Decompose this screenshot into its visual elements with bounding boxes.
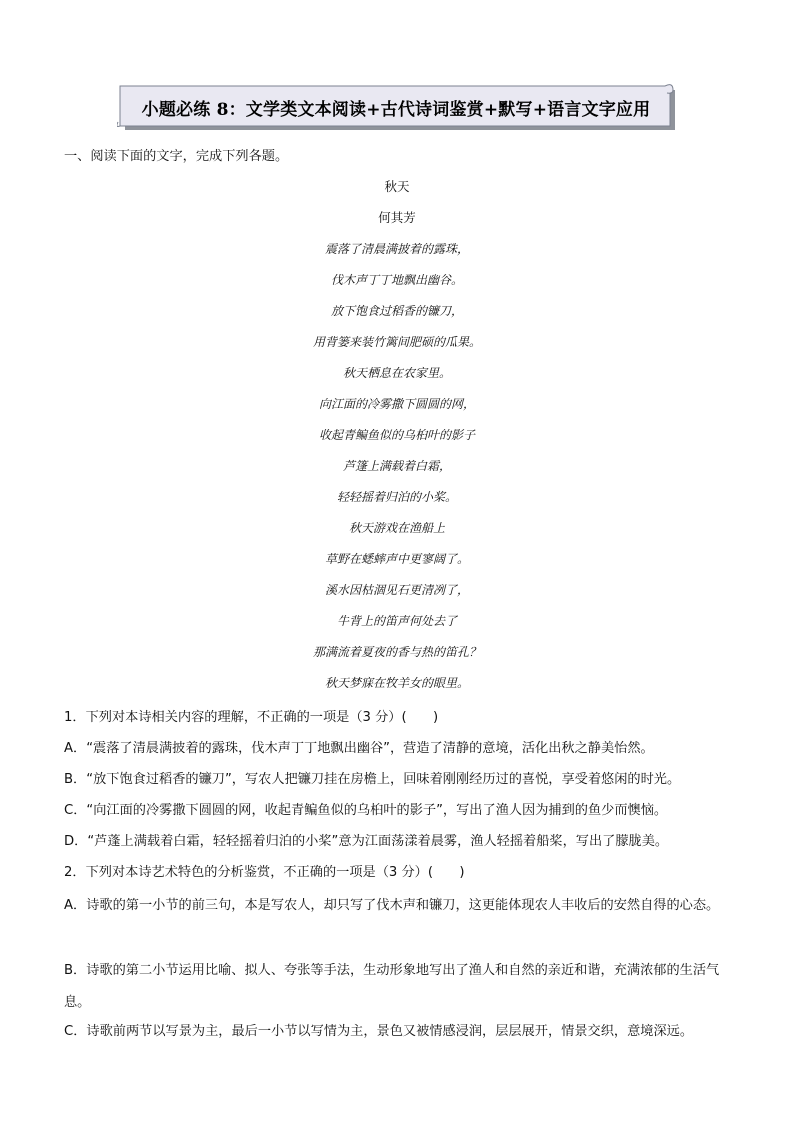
title-banner (117, 84, 675, 130)
question-stem: 2．下列对本诗艺术特色的分析鉴赏，不正确的一项是（3 分）( ) (64, 865, 465, 880)
question-option: C．诗歌前两节以写景为主，最后一小节以写情为主，景色又被情感浸润，层层展开，情景交织，意境深远。 (64, 1024, 694, 1039)
poem-line: 秋天梦寐在牧羊女的眼里。 (324, 676, 469, 690)
question-stem: 1．下列对本诗相关内容的理解，不正确的一项是（3 分）( ) (64, 710, 439, 725)
question-option: C．“向江面的冷雾撒下圆圆的网，收起青鳊鱼似的乌桕叶的影子”，写出了渔人因为捕到的鱼少而懊恼。 (64, 803, 668, 818)
question-option: A．诗歌的第一小节的前三句，本是写农人，却只写了伐木声和镰刀，这更能体现农人丰收后的安然自得的心态。 (64, 898, 720, 913)
question-option: D．“芦蓬上满载着白霜，轻轻摇着归泊的小桨”意为江面荡漾着晨雾，渔人轻摇着船桨，写出了朦胧美。 (64, 834, 669, 849)
page-title: 小题必练 8：文学类文本阅读+古代诗词鉴赏+默写+语言文字应用 (141, 99, 651, 120)
poem-line: 草野在蟋蟀声中更寥阔了。 (324, 552, 469, 566)
poem-line: 牛背上的笛声何处去了 (336, 614, 457, 628)
poem-title: 秋天 (384, 179, 410, 194)
poem-line: 放下饱食过稻香的镰刀， (330, 304, 463, 318)
section-heading: 一、阅读下面的文字，完成下列各题。 (64, 149, 289, 164)
poem-line: 秋天栖息在农家里。 (342, 366, 451, 380)
question-option: B．“放下饱食过稻香的镰刀”，写农人把镰刀挂在房檐上，回味着刚刚经历过的喜悦，享受着悠闲的时光。 (64, 772, 681, 787)
poem-line: 向江面的冷雾撒下圆圆的网， (318, 397, 475, 411)
poem-line: 伐木声丁丁地飘出幽谷。 (330, 273, 463, 287)
poem-line: 轻轻摇着归泊的小桨。 (336, 490, 457, 504)
poem-line: 震落了清晨满披着的露珠， (324, 242, 469, 256)
poem-line: 秋天游戏在渔船上 (348, 521, 445, 535)
question-option: A．“震落了清晨满披着的露珠，伐木声丁丁地飘出幽谷”，营造了清静的意境，活化出秋之静美怡然。 (64, 741, 654, 756)
poem-line: 芦篷上满载着白霜， (342, 459, 451, 473)
poem-line: 那满流着夏夜的香与热的笛孔？ (312, 645, 481, 659)
poem-author: 何其芳 (378, 210, 416, 225)
poem-line: 用背篓来装竹篱间肥硕的瓜果。 (312, 335, 481, 349)
question-option: B．诗歌的第二小节运用比喻、拟人、夸张等手法，生动形象地写出了渔人和自然的亲近和谐，充满浓郁的生活气息。 (64, 963, 720, 1010)
poem-line: 收起青鳊鱼似的乌桕叶的影子 (318, 428, 475, 442)
poem-line: 溪水因枯涸见石更清冽了， (324, 583, 469, 597)
